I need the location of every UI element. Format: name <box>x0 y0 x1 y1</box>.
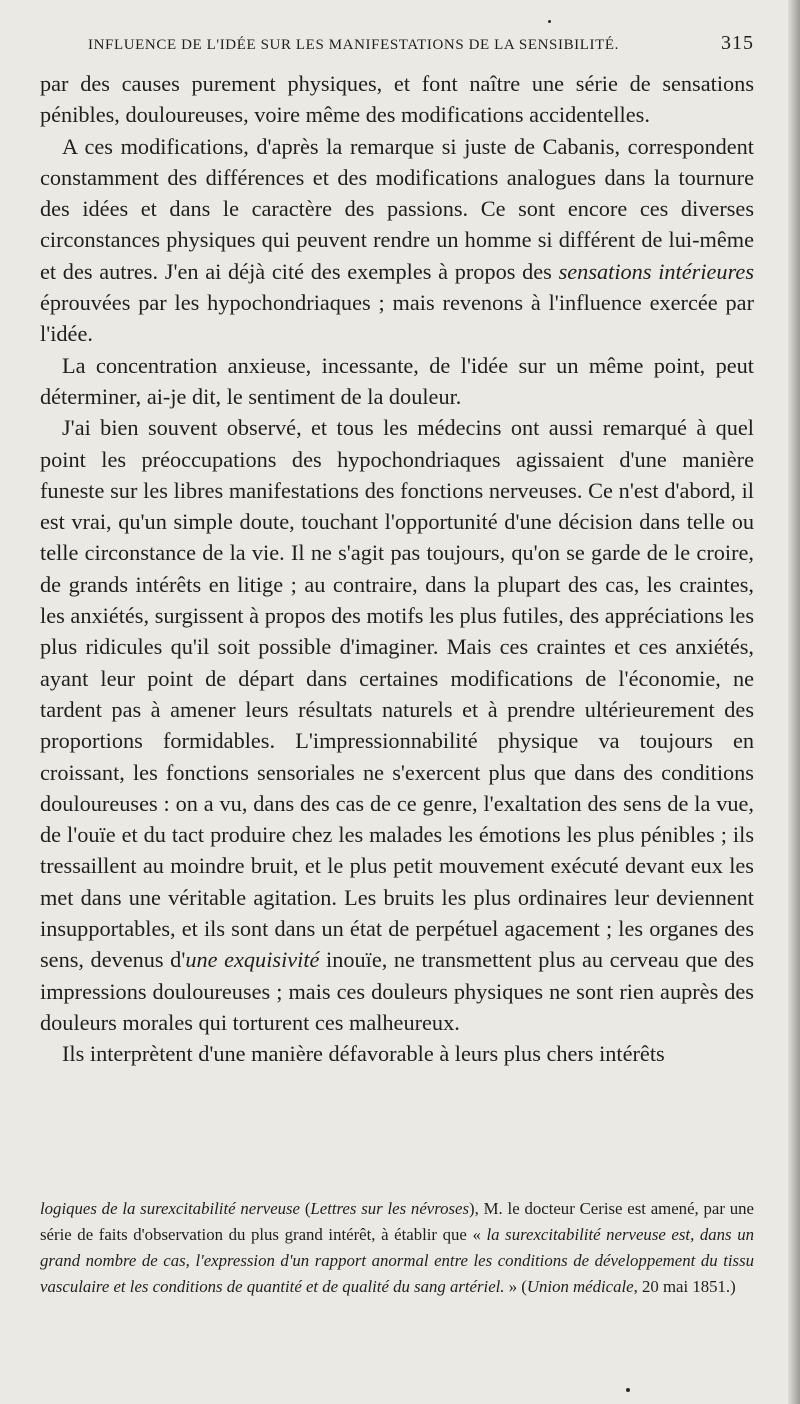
footnote-part-6: » ( <box>504 1277 527 1296</box>
paragraph-5 <box>40 1038 754 1069</box>
paragraph-4-text: J'ai bien souvent observé, et tous les médecins ont aussi remarqué à quel point les préoccupations des hypochondriaques agissaient d'une manière funeste sur les libres manifestations des fonctions nerveuses. Ce n'est d'abord, il est vrai, qu'un simple doute, touchant l'opportunité d'une décision dans telle ou telle circonstance de la vie. Il ne s'agit pas toujours, qu'on se garde de le croire, de grands intérêts en litige ; au contraire, dans la plupart des cas, les craintes, les anxiétés, surgissent à propos des motifs les plus futiles, des appréciations les plus ridicules qu'il soit possible d'imaginer. Mais ces craintes et ces anxiétés, ayant leur point de départ dans certaines modifications de l'économie, ne tardent pas à amener leurs résultats naturels et à prendre ultérieurement des proportions formidables. L'impressionnabilité physique va toujours en croissant, les fonctions sensoriales ne s'exercent plus que dans des conditions douloureuses : on a vu, dans des cas de ce genre, l'exaltation des sens de la vue, de l'ouïe et du tact produire chez les malades les émotions les plus pénibles ; ils tressaillent au moindre bruit, et le plus petit mouvement exécuté devant eux les met dans une véritable agitation. Les bruits les plus ordinaires leur deviennent insupportables, et ils sont dans un état de perpétuel agacement ; les organes des sens, devenus d' <box>40 415 754 973</box>
paragraph-2-italic: sensations intérieures <box>558 258 754 284</box>
footnote-part-2: ( <box>300 1199 311 1218</box>
paragraph-2 <box>40 131 754 350</box>
paragraph-3 <box>40 350 754 413</box>
paragraph-1 <box>40 68 754 131</box>
footnote-source: Union médicale <box>526 1277 634 1296</box>
paragraph-3-text: La concentration anxieuse, incessante, de l'idée sur un même point, peut déterminer, ai-je dit, le sentiment de la douleur. <box>40 352 754 409</box>
paragraph-2-tail: éprouvées par les hypochondriaques ; mais revenons à l'influence exercée par l'idée. <box>40 290 754 347</box>
paragraph-2-text: A ces modifications, d'après la remarque si juste de Cabanis, correspondent constamment des différences et des modifications analogues dans la tournure des idées et dans le caractère des passions. Ce sont encore ces diverses circonstances physiques qui peuvent rendre un homme si différent de lui-même et des autres. J'en ai déjà cité des exemples à propos des <box>40 133 754 284</box>
footnote-italic-1: logiques de la surexcitabilité nerveuse <box>40 1199 301 1218</box>
paragraph-4-italic: une exquisivité <box>185 947 320 973</box>
paragraph-5-text: Ils interprètent d'une manière défavorable à leurs plus chers intérêts <box>62 1041 665 1067</box>
print-speck <box>626 1388 630 1392</box>
page-number: 315 <box>721 32 754 54</box>
footnote-text <box>40 1196 754 1300</box>
running-title: INFLUENCE DE L'IDÉE SUR LES MANIFESTATIONS DE LA SENSIBILITÉ. <box>88 37 619 53</box>
paragraph-4-tail: inouïe, ne transmettent plus au cerveau que des impressions douloureuses ; mais ces douleurs physiques ne sont rien auprès des douleurs morales qui torturent ces malheureux. <box>40 947 754 1035</box>
footnote-italic-2: Lettres sur les névroses <box>310 1199 470 1218</box>
footnote-quote: la surexcitabilité nerveuse est, dans un grand nombre de cas, l'expression d'un rapport anormal entre les conditions de développement du tissu vasculaire et les conditions de quantité et de qualité du sang artériel. <box>40 1225 754 1296</box>
paragraph-1-text: par des causes purement physiques, et font naître une série de sensations pénibles, douloureuses, voire même des modifications accidentelles. <box>40 71 754 128</box>
running-header <box>40 32 754 55</box>
body-text <box>40 68 754 1070</box>
paragraph-4 <box>40 412 754 1038</box>
print-speck <box>548 20 551 23</box>
page-edge-shadow <box>788 0 800 1404</box>
footnote-part-4: ), M. le docteur Cerise est amené, par une série de faits d'observation du plus grand intérêt, à établir que « <box>40 1199 754 1244</box>
footnote <box>40 1196 754 1300</box>
footnote-date: , 20 mai 1851.) <box>633 1277 736 1296</box>
